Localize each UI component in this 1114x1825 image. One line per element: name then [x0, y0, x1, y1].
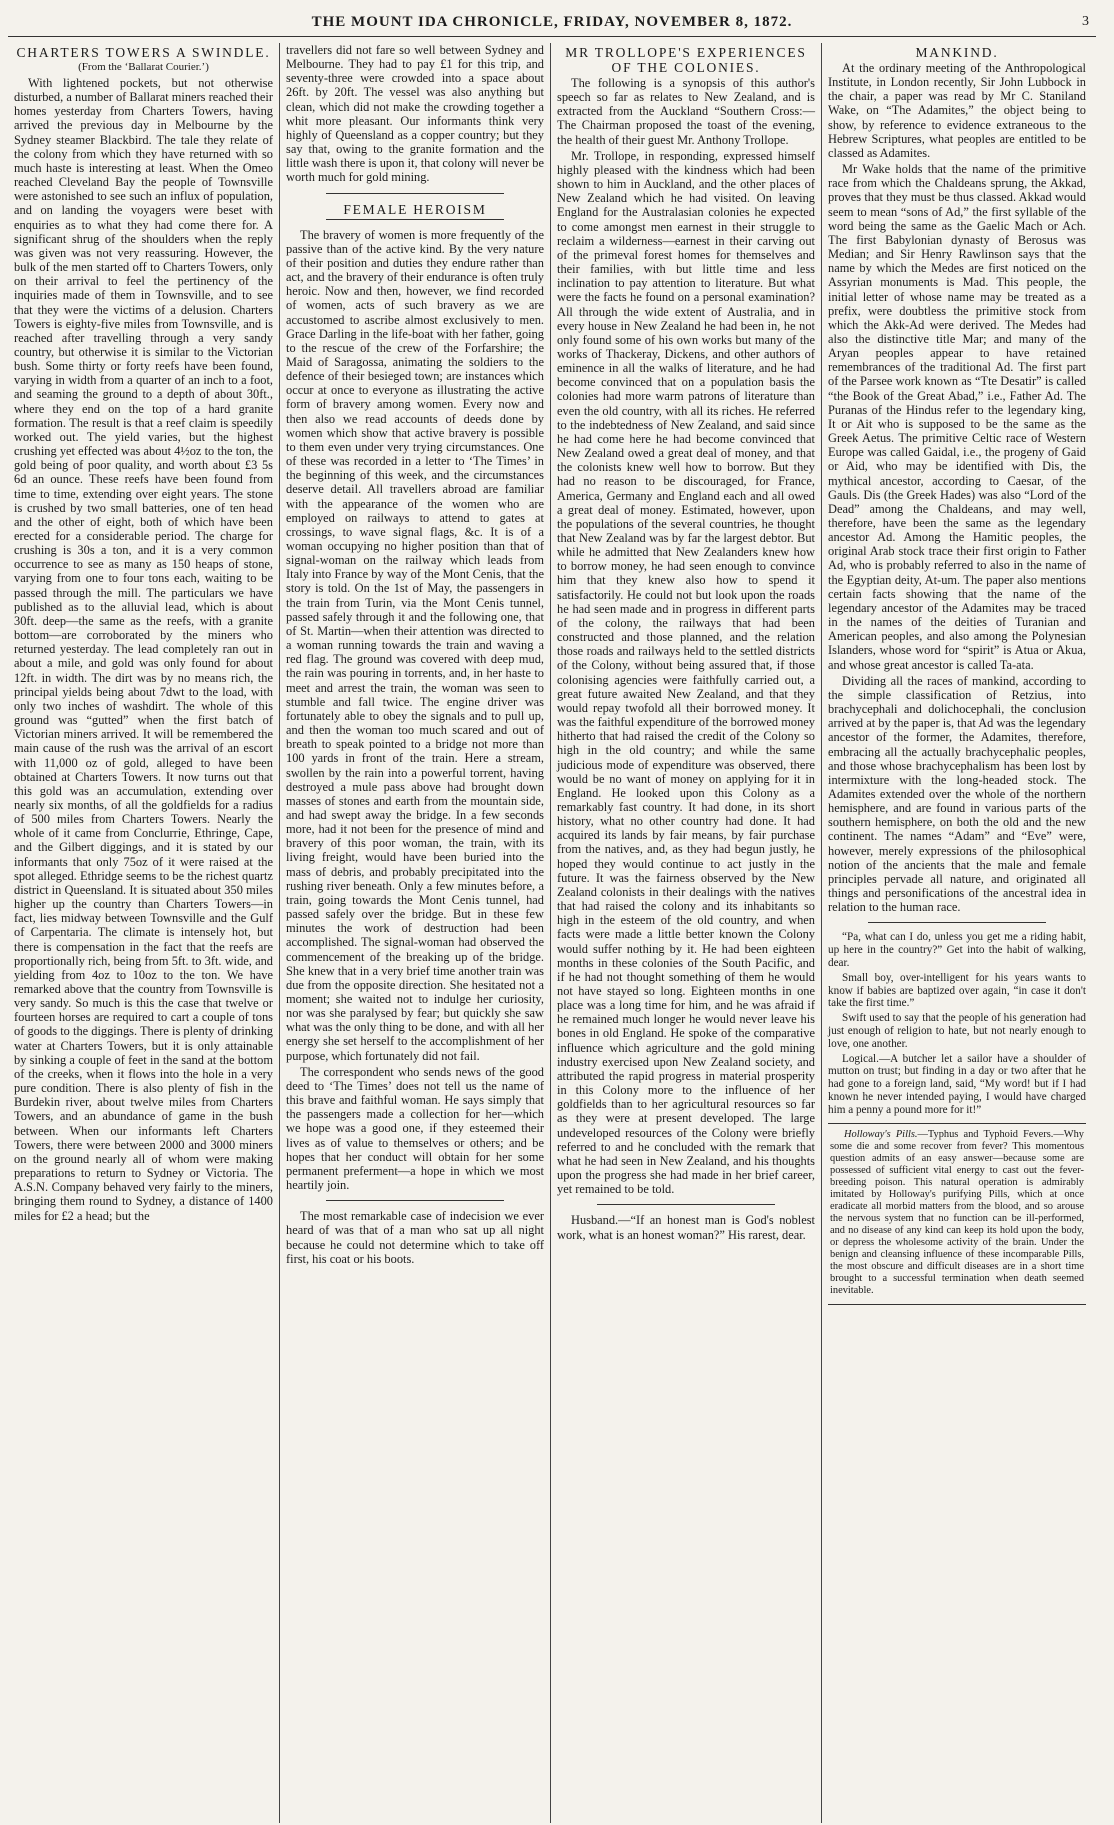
footnote-paragraph: Husband.—“If an honest man is God's noblest work, what is an honest woman?” His rarest, dear. — [557, 1213, 815, 1242]
column-1 — [8, 43, 279, 1823]
snippet-paragraph: Small boy, over-intelligent for his years wants to know if babies are baptized over again, “in case it don't take the first time.” — [828, 971, 1086, 1010]
snippets — [828, 931, 1086, 1116]
article-paragraph: The following is a synopsis of this author's speech so far as relates to New Zealand, and is extracted from the Auckland “Southern Cross:—The Chairman proposed the toast of the evening, the health of their guest Mr. Anthony Trollope. — [557, 76, 815, 147]
article-paragraph: The bravery of women is more frequently of the passive than of the active kind. By the very nature of their position and duties they endure rather than act, and the bravery of their endurance is often truly heroic. Now and then, however, we find recorded of women, acts of such bravery as we are accustomed to ascribe almost exclusively to men. Grace Darling in the life-boat with her father, going to the rescue of the crew of the Forfarshire; the Maid of Saragossa, animating the soldiers to the defence of their besieged town; are instances which occur at once to everyone as illustrating the active form of bravery among women. Every now and then also we read accounts of deeds done by women which show that active bravery is possible to them even under very trying circumstances. One of these was recorded in a letter to ‘The Times’ in the beginning of this week, and the circumstances deserve detail. All travellers abroad are familiar with the appearance of the women who are employed on railways to attend to gates at crossings, to wave signal flags, &c. It is of a woman occupying no higher position than that of signal-woman on the railway which leads from Italy into France by way of the Mont Cenis, that the story is told. On the 1st of May, the passengers in the train from Turin, via the Mont Cenis tunnel, passed safely through it and the following one, that of St. Martin—when their attention was directed to a woman running towards the train and waving a red flag. The ground was covered with deep mud, the rain was pouring in torrents, and, in her haste to meet and arrest the train, the woman was seen to stumble and fall twice. The engine driver was fortunately able to obey the signals and to pull up, and then the woman too much scared and out of breath to speak pointed to a bridge not more than 100 yards in front of the train. Here a stream, swollen by the rain into a powerful torrent, having destroyed a mule pass above had brought down masses of stones and earth from the mountain side, and had swept away the bridge. In a few seconds more, had it not been for the presence of mind and bravery of this poor woman, the train, with its living freight, would have been buried into the mass of debris, and probably precipitated into the rushing river beneath. Only a few minutes before, a train, going towards the Mont Cenis tunnel, had passed safely over the bridge. But in these few minutes the work of destruction had been accomplished. The signal-woman had observed the commencement of the breaking up of the bridge. She knew that in a very brief time another train was due from the opposite direction. She hesitated not a moment; she waited not to indulge her curiosity, nor was she paralysed by fear; but quickly she saw what was the only thing to be done, and with all her energy she set herself to the accomplishment of her purpose, which fortunately did not fail. — [286, 227, 544, 1063]
article-title-trollope: MR TROLLOPE'S EXPERIENCES OF THE COLONIES. — [565, 45, 807, 75]
article-title-mankind: MANKIND. — [915, 45, 999, 60]
article-paragraph: With lightened pockets, but not otherwise disturbed, a number of Ballarat miners reached their homes yesterday from Charters Towers, having arrived the previous day in Melbourne by the Sydney steamer Blackbird. The tale they relate of the colony from which they have returned with so much haste is interesting at least. When the Omeo reached Cleveland Bay the people of Townsville were astonished to see such an influx of population, and on landing the voyagers were beset with enquiries as to what they had come there for. A significant shrug of the shoulders when the reply was given was not very reassuring. However, the bulk of the men started off to Charters Towers, only on their arrival to feel the pertinency of the inquiries made of them in Townsville, and to see that they were the victims of a delusion. Charters Towers is eighty-five miles from Townsville, and is reached after travelling through a very sandy country, but otherwise it is similar to the Victorian bush. Some thirty or forty reefs have been found, varying in width from a quarter of an inch to a foot, and seaming the ground to a depth of about 30ft., where they end on the top of a hard granite formation. The result is that a reef claim is speedily worked out. The yield varies, but the highest crushing yet effected was about 4½oz to the ton, the gold being of poor quality, and worth about £3 5s 6d an ounce. These reefs have been found from time to time, extending over eight years. The stone is crushed by two small batteries, one of ten head and the other of eight, both of which have been erected for a considerable period. The charge for crushing is 30s a ton, and it is a very common occurrence to see as many as 150 heaps of stone, varying from one to four tons each, waiting to be passed through the mill. The particulars we have published as to the alluvial lead, which is about 30ft. deep—the same as the reefs, with a granite bottom—are corroborated by the miners who returned yesterday. The lead completely ran out in about a mile, and gold was only found for about 12ft. in width. The dirt was by no means rich, the principal yields being about 7dwt to the load, with only two inches of washdirt. The whole of this ground was “gutted” when the first batch of Victorian miners arrived. It will be remembered the main cause of the rush was the arrival of an escort with 11,000 oz of gold, alleged to have been obtained at Charters Towers. It now turns out that this gold was an accumulation, extending over nearly six months, of all the goldfields for a radius of 500 miles from Charters Towers. Nearly the whole of it came from Conclurrie, Ethringe, Cape, and the Gilbert diggings, and it is stated by our informants that only 75oz of it were raised at the spot alleged. Ethridge seems to be the richest quartz district in Queensland. It is situated about 350 miles higher up the country than Charters Towers—in fact, lies midway between Townsville and the Gulf of Carpentaria. The climate is intensely hot, but there is compensation in the fact that the reefs are proportionally rich, being from 5ft. to 3ft. wide, and yielding from 4oz to 10oz to the ton. We have remarked above that the country from Townsville is very sandy. So much is this the case that twelve or fourteen horses are required to cart a couple of tons of goods to the diggings. There is plenty of drinking water at Charters Towers, but it is only attainable by sinking a couple of feet in the sand at the bottom of the creeks, when it flows into the hole in a very pure condition. There is also plenty of fish in the Burdekin river, about twelve miles from Charters Towers, and an abundance of game in the bush between. When our informants left Charters Towers, there were between 2000 and 3000 miners on the ground nearly all of whom were making preparations to return to Sydney or Victoria. The A.S.N. Company behaved very fairly to the miners, bringing them round to Sydney, a distance of 1400 miles for £2 a head; but the — [14, 76, 273, 1223]
snippet-paragraph: Swift used to say that the people of his generation had just enough of religion to hate, but not nearly enough to love, one another. — [828, 1012, 1086, 1050]
section-divider — [326, 193, 504, 194]
article-title-female-heroism: FEMALE HEROISM — [343, 201, 487, 217]
article-paragraph: Mr Wake holds that the name of the primitive race from which the Chaldeans sprung, the Akkad, proves that they must be thus classed. Akkad would seem to mean “sons of Ad,” the first syllable of the word being the same as the Gaelic Mach or Ach. The first Babylonian dynasty of Berosus was Median; and Sir Henry Rawlinson says that the name by which the Medes are first noticed on the Assyrian monuments is Mad. This people, the initial letter of whose name may be treated as a prefix, were doubtless the primitive stock from which the Akk-Ad were derived. The Medes had also the distinctive title Mar; and many of the Aryan peoples appear to have retained remembrances of the traditional Ad. The first part of the Parsee work known as “Tte Desatir” is called “the Book of the Great Abad,” i.e., Father Ad. The Puranas of the Hindus refer to the legendary king, It or Ait who is supposed to be the same as the Greek Aetus. The primitive Celtic race of Western Europe was called Gaidal, i.e., the progeny of Gaid or Aid, who may be identified with Dis, the mythical ancestor, according to Caesar, of the Gauls. Dis (the Greek Hades) was also “Lord of the Dead” among the Chaldeans, and may well, therefore, have been the same as the legendary ancestor Ad. Among the Hamitic peoples, the original Arab stock trace their first origin to Father Ad, who is probably referred to also in the name of the Egyptian deity, At-um. The paper also mentions certain facts showing that the name of the legendary ancestor of the Adamites may be traced in the names of the deities of Turanian and American peoples, and also among the Polynesian Islanders, whose word for “spirit” is Atua or Akua, and whose great ancestor is called Ta-ata. — [828, 162, 1086, 672]
masthead — [8, 10, 1096, 37]
snippet-paragraph: Logical.—A butcher let a sailor have a shoulder of mutton on trust; but finding in a day or two after that he had gone to a foreign land, said, “My word! but if I had known he never intended paying, I would have charged him a penny a pound more for it!” — [828, 1052, 1086, 1116]
section-divider — [326, 1200, 504, 1201]
column-2 — [279, 43, 550, 1823]
masthead-title: THE MOUNT IDA CHRONICLE, FRIDAY, NOVEMBER 8, 1872. — [311, 14, 793, 30]
article-source: (From the ‘Ballarat Courier.’) — [78, 61, 209, 73]
article-title-charters-towers: CHARTERS TOWERS A SWINDLE. — [16, 45, 271, 60]
column-4 — [821, 43, 1092, 1823]
footnote-paragraph: The most remarkable case of indecision we ever heard of was that of a man who sat up all night because he could not determine which to take off first, his coat or his boots. — [286, 1209, 544, 1266]
article-paragraph: Dividing all the races of mankind, according to the simple classification of Retzius, into brachycephali and dolichocephali, the conclusion arrived at by the paper is, that Ad was the legendary ancestor of the former, the Adamites, therefore, embracing all the actually brachycephalic peoples, and those whose brachycephalism has been lost by intermixture with the long-headed stock. The Adamites extended over the whole of the northern hemisphere, and are found in various parts of the southern hemisphere, on both the old and the new continent. The names “Adam” and “Eve” were, however, merely expressions of the philosophical notion of the ancients that the male and female principles pervade all nature, and originated all things and personifications of the ancestral idea in relation to the human race. — [828, 673, 1086, 915]
section-divider — [597, 1204, 775, 1205]
column-3 — [550, 43, 821, 1823]
article-paragraph: Mr. Trollope, in responding, expressed himself highly pleased with the kindness which had been shown to him in Auckland, and the other places of New Zealand which he had visited. On leaving England for the Australasian colonies he expected to come amongst men earnest in their struggle to reclaim a wilderness—earnest in their carving out of the primeval forest homes for themselves and their families, with but little time and less inclination to pay attention to literature. But what were the facts he found on a personal examination? All through the wide extent of Australia, and in every house in New Zealand he had been in, he not only found some of his own works but many of the works of Thackeray, Dickens, and other authors of eminence in all the walks of literature, and he had become convinced that on a population basis the colonies had more warm patrons of literature than even the old country, with all its riches. He referred to the indebtedness of New Zealand, and said since he had come here he had become convinced that New Zealand owed a great deal of money, and that the colonists knew well how to borrow. But they had no reason to be discouraged, for France, America, Germany and England each and all owed a great deal of money. Estimated, however, upon the populations of the several countries, he thought that New Zealand was by far the largest debtor. But while he admitted that New Zealanders knew how to borrow money, he had seen enough to convince him that they knew also how to spend it satisfactorily. He could not but look upon the roads he had seen made and in progress in different parts of the colony, the railways that had been constructed and those planned, and the relation those roads and railways held to the settled districts of the Colony, without being assured that, if those colonising agencies were faithfully carried out, a great future awaited New Zealand, and that they would repay twofold all their borrowed money. It was the faithful expenditure of the borrowed money hitherto that had raised the credit of the Colony so high in the old country; and while the same judicious mode of expenditure was observed, there would be no want of money on applying for it in England. He looked upon this Colony as a remarkably fast country. It had done, in its short history, what no other country had done. It had acquired its lands by fair means, by fair purchase from the natives, and, as they had begun justly, he hoped they would continue to act justly in the future. It was the fairness observed by the New Zealand colonists in their dealings with the natives that had raised the colony and its inhabitants so high in the esteem of the old country, and when facts were made a little better known the Colony would suffer nothing by it. He had been eighteen months in these colonies of the South Pacific, and if he had not thought something of them he would not have stayed so long. Eighteen months in one place was a long time for him, and he was afraid if he remained much longer he would never leave his bones in old England. He spoke of the comparative influence which agriculture and the gold mining industry exercised upon New Zealand society, and attributed the rapid progress in material prosperity in this Colony more to the influence of her goldfields than to her agricultural resources so far as they were at present developed. The large undeveloped resources of the Colony were briefly referred to and he concluded with the remark that what he had seen in New Zealand, and his thoughts upon the progress she had made in her brief career, yet remained to be told. — [557, 148, 815, 1197]
page-number: 3 — [1082, 14, 1090, 29]
article-continuation: travellers did not fare so well between Sydney and Melbourne. They had to pay £1 for this trip, and seventy-three were crowded into a space about 26ft. by 20ft. The vessel was also anything but clean, which did not make the crowding together a whit more pleasant. Our informants think very highly of Queensland as a copper country; but they say that, owing to the granite formation and the little wash there is upon it, that colony will never be worth much for gold mining. — [286, 43, 544, 185]
section-divider — [326, 219, 504, 220]
article-paragraph: The correspondent who sends news of the good deed to ‘The Times’ does not tell us the name of this brave and faithful woman. He says simply that the passengers made a collection for her—which we hope was a good one, if they esteemed their lives as of value to themselves or others; and be hopes that her conduct will obtain for her some permanent preferment—a hope in which we most heartily join. — [286, 1064, 544, 1193]
ad-text: —Typhus and Typhoid Fevers.—Why some die and some recover from fever? This momentous question admits of an easy answer—because some are possessed of sufficient vital energy to cast out the fever-breeding poison. This natural operation is admirably imitated by Holloway's purifying Pills, which at once eradicate all morbid matters from the blood, and so arouse the nervous system that no function can be ill-performed, and no disease of any kind can keep its hold upon the body, or depress the wholesome activity of the brain. Under the benign and cleansing influence of these incomparable Pills, the most obscure and difficult diseases are in a short time brought to a successful termination when death seemed inevitable. — [830, 1128, 1084, 1296]
advertisement — [828, 1123, 1086, 1305]
ad-lead: Holloway's Pills. — [844, 1128, 918, 1140]
article-paragraph: At the ordinary meeting of the Anthropological Institute, in London recently, Sir John Lubbock in the chair, a paper was read by Mr C. Staniland Wake, on “The Adamites,” the object being to show, by reference to evidence extraneous to the Hebrew Scriptures, what peoples are entitled to be classed as Adamites. — [828, 61, 1086, 160]
snippet-paragraph: “Pa, what can I do, unless you get me a riding habit, up here in the country?” Get into the habit of walking, dear. — [828, 931, 1086, 969]
columns — [8, 43, 1096, 1823]
section-divider — [868, 922, 1046, 923]
